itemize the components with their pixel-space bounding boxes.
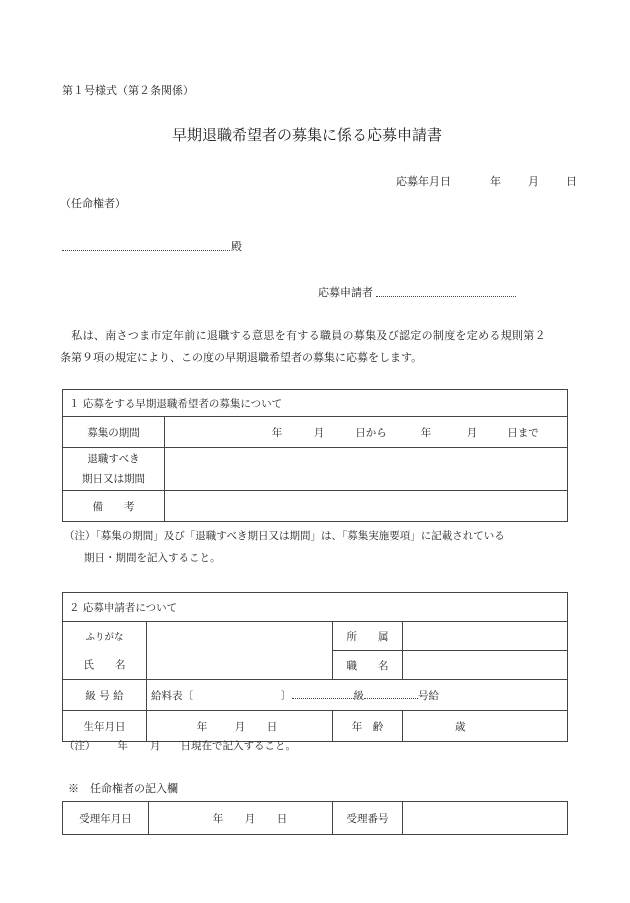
affiliation-label: 所 属 [333, 622, 403, 651]
page-title: 早期退職希望者の募集に係る応募申請書 [172, 126, 443, 144]
period-field[interactable] [165, 417, 568, 448]
grade-label: 級 号 給 [63, 680, 147, 711]
section3-header: ※ 任命権者の記入欄 [68, 782, 178, 795]
period-label: 募集の期間 [63, 417, 165, 448]
age-unit: 歳 [455, 720, 466, 733]
period-day-to: 日まで [507, 426, 539, 439]
note1-line2: 期日・期間を記入すること。 [84, 552, 221, 564]
birth-field[interactable] [147, 711, 333, 742]
retire-label-line1: 退職すべき [87, 453, 140, 465]
salary-table-label: 給料表〔 [151, 689, 193, 702]
note2 [64, 738, 296, 753]
period-year-1: 年 [271, 426, 283, 439]
retire-label-line2: 期日又は期間 [82, 473, 145, 485]
retire-field[interactable] [165, 448, 568, 491]
note2-month: 月 [150, 740, 161, 752]
application-date-year: 年 [490, 175, 501, 188]
form-number: 第１号様式（第２条関係） [62, 84, 194, 97]
retire-label [63, 448, 165, 491]
applicant-label: 応募申請者 [318, 286, 373, 299]
name-field[interactable] [147, 622, 333, 680]
grade-unit: 級 [353, 689, 364, 702]
section2-header: ２ 応募申請者について [63, 593, 568, 622]
grade-field[interactable] [147, 680, 568, 711]
intro-text-2: 条第９項の規定により、この度の早期退職希望者の募集に応募をします。 [60, 351, 423, 364]
name-label: 氏 名 [63, 651, 147, 680]
period-month-1: 月 [313, 426, 325, 439]
authority-table [62, 801, 568, 835]
appointing-authority: （任命権者） [60, 197, 126, 210]
step-unit: 号給 [418, 689, 439, 702]
intro-text-1: 私は、南さつま市定年前に退職する意思を有する職員の募集及び認定の制度を定める規則第２ [60, 329, 546, 342]
birth-year: 年 [196, 720, 208, 733]
age-label: 年 齢 [333, 711, 403, 742]
period-year-2: 年 [420, 426, 432, 439]
application-date-label: 応募年月日 [396, 175, 451, 188]
post-field[interactable] [403, 651, 568, 680]
received-number-label: 受理番号 [333, 802, 403, 835]
post-label: 職 名 [333, 651, 403, 680]
note2-suffix: 日現在で記入すること。 [180, 740, 296, 752]
period-month-2: 月 [466, 426, 478, 439]
period-day-from: 日から [355, 426, 387, 439]
received-day: 日 [276, 812, 288, 825]
application-date-day: 日 [566, 175, 577, 188]
application-date-month: 月 [528, 175, 539, 188]
applicant-table [62, 592, 568, 742]
birth-label: 生年月日 [63, 711, 147, 742]
note2-prefix: （注） [64, 740, 96, 752]
addressee-suffix: 殿 [231, 240, 242, 253]
bracket-close: 〕 [281, 689, 292, 702]
note2-year: 年 [117, 740, 128, 752]
affiliation-field[interactable] [403, 622, 568, 651]
recruitment-table [62, 389, 568, 522]
note1-line1: （注）「募集の期間」及び「退職すべき期日又は期間」は、「募集実施要項」に記載されている [64, 530, 505, 542]
received-month: 月 [244, 812, 256, 825]
addressee-line[interactable] [62, 236, 230, 251]
received-date-label: 受理年月日 [63, 802, 149, 835]
remarks-field[interactable] [165, 491, 568, 522]
age-field[interactable] [403, 711, 568, 742]
remarks-label: 備 考 [63, 491, 165, 522]
section1-header: １ 応募をする早期退職希望者の募集について [63, 390, 568, 417]
birth-day: 日 [266, 720, 278, 733]
received-date-field[interactable] [149, 802, 333, 835]
received-number-field[interactable] [403, 802, 568, 835]
applicant-line[interactable] [376, 282, 516, 297]
birth-month: 月 [234, 720, 246, 733]
furigana-label: ふりがな [63, 622, 147, 651]
application-date [396, 173, 577, 189]
received-year: 年 [212, 812, 224, 825]
